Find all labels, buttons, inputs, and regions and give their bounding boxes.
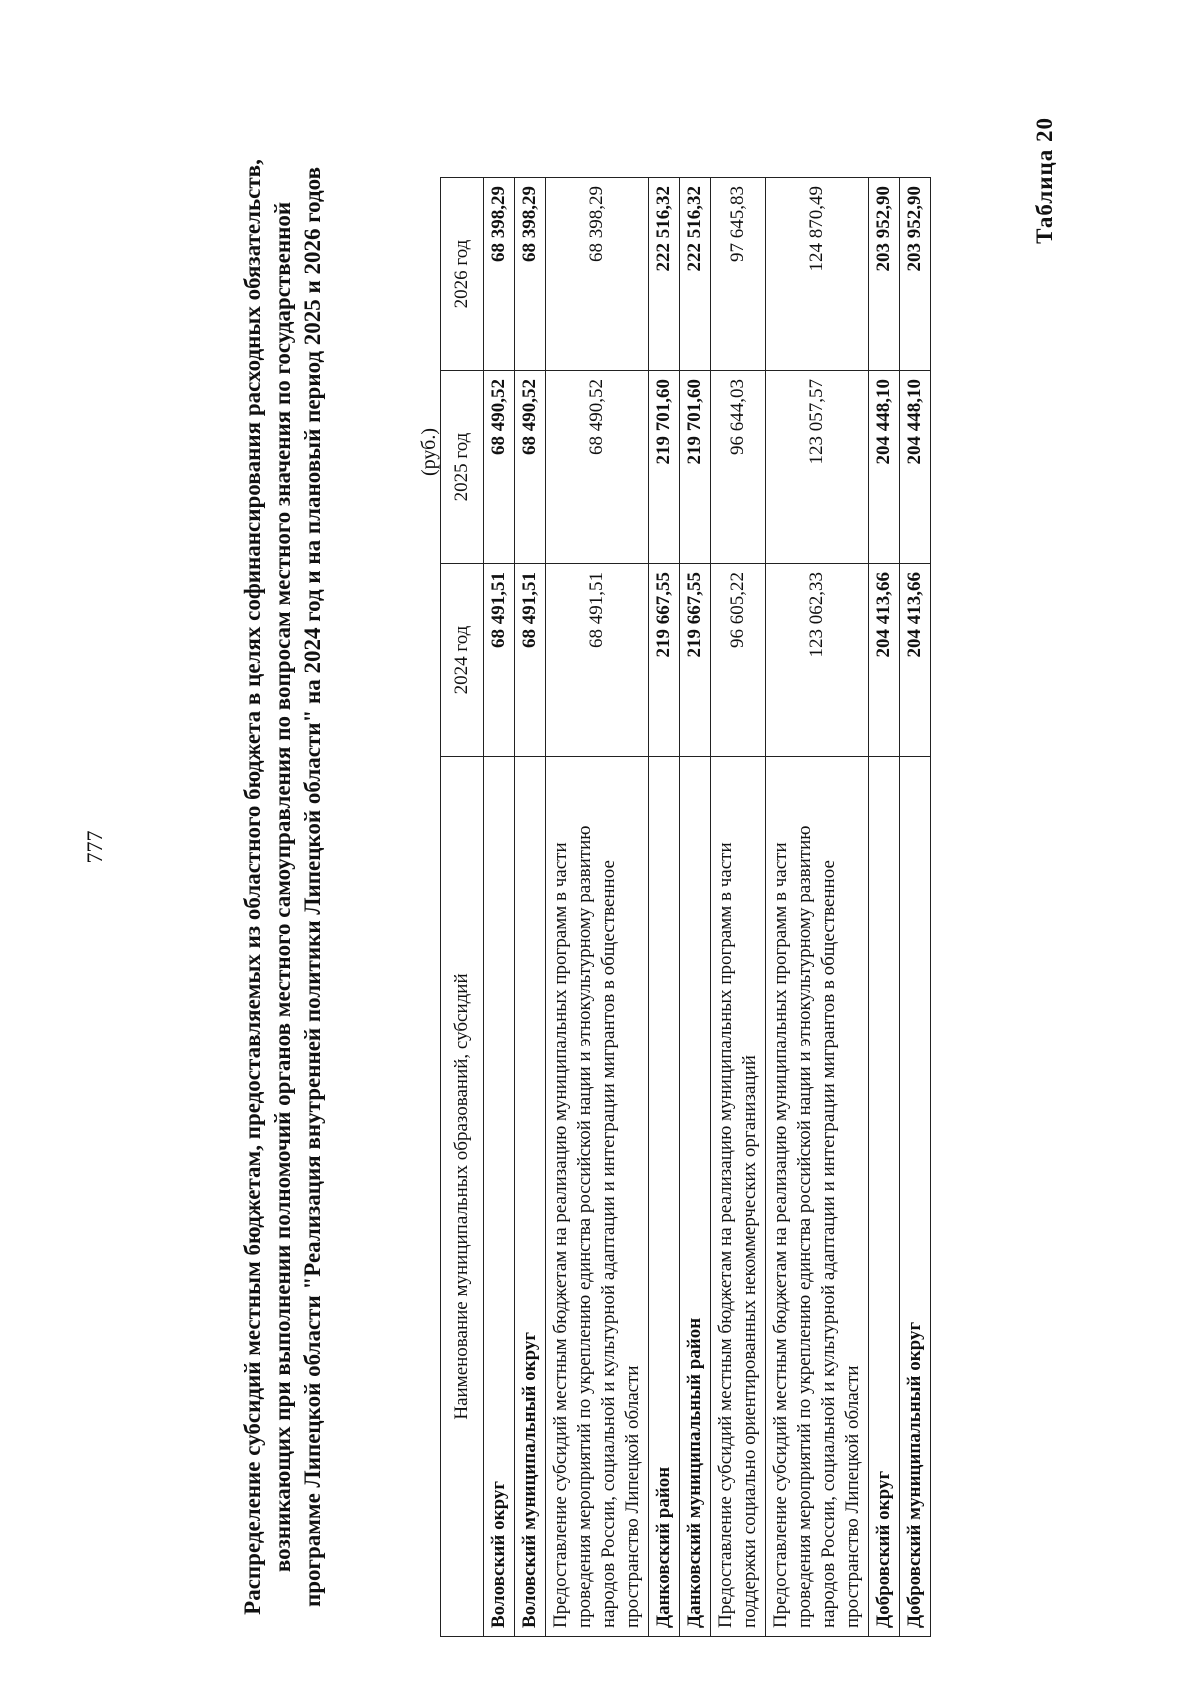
table-number: Таблица 20 <box>1032 117 1057 244</box>
row-value-2025: 204 448,10 <box>869 371 900 564</box>
row-value-2025: 219 701,60 <box>649 371 680 564</box>
row-value-2026: 222 516,32 <box>680 178 711 371</box>
row-value-2026: 222 516,32 <box>649 178 680 371</box>
row-value-2024: 219 667,55 <box>680 564 711 757</box>
table-row <box>546 178 649 1637</box>
row-value-2024: 204 413,66 <box>900 564 931 757</box>
table-row <box>766 178 869 1637</box>
row-value-2024: 68 491,51 <box>484 564 515 757</box>
row-value-2024: 204 413,66 <box>869 564 900 757</box>
header-2024: 2024 год <box>441 564 484 757</box>
row-name: Данковский район <box>649 757 680 1637</box>
header-2026: 2026 год <box>441 178 484 371</box>
row-name: Воловский округ <box>484 757 515 1637</box>
row-value-2025: 204 448,10 <box>900 371 931 564</box>
table-title: Распределение субсидий местным бюджетам, предоставляемых из областного бюджета в целях софинансирования расходных обязательств, возникающих при выполнении полномочий органов местного самоуправления по вопросам местного значения по государственной программе Липецкой области "Реализация внутренней политики Липецкой области" на 2024 год и на плановый период 2025 и 2026 годов <box>240 159 325 1615</box>
row-value-2026: 203 952,90 <box>900 178 931 371</box>
row-value-2025: 68 490,52 <box>515 371 546 564</box>
table-row <box>900 178 931 1637</box>
row-value-2025: 96 644,03 <box>711 371 766 564</box>
row-value-2026: 203 952,90 <box>869 178 900 371</box>
row-value-2024: 123 062,33 <box>766 564 869 757</box>
header-name: Наименование муниципальных образований, субсидий <box>441 757 484 1637</box>
table-row <box>515 178 546 1637</box>
row-name: Добровский округ <box>869 757 900 1637</box>
row-name: Воловский муниципальный округ <box>515 757 546 1637</box>
row-name: Предоставление субсидий местным бюджетам на реализацию муниципальных программ в части проведения мероприятий по укреплению единства российской нации и этнокультурному развитию народов России, социальной и культурной адаптации и интеграции мигрантов в общественное пространство Липецкой области <box>546 757 649 1637</box>
unit-label: (руб.) <box>418 428 440 476</box>
row-value-2025: 123 057,57 <box>766 371 869 564</box>
row-value-2024: 68 491,51 <box>546 564 649 757</box>
page-number: 777 <box>82 830 107 864</box>
row-value-2026: 97 645,83 <box>711 178 766 371</box>
row-value-2024: 219 667,55 <box>649 564 680 757</box>
row-name: Предоставление субсидий местным бюджетам на реализацию муниципальных программ в части проведения мероприятий по укреплению единства российской нации и этнокультурному развитию народов России, социальной и культурной адаптации и интеграции мигрантов в общественное пространство Липецкой области <box>766 757 869 1637</box>
row-value-2026: 68 398,29 <box>515 178 546 371</box>
row-value-2025: 219 701,60 <box>680 371 711 564</box>
row-value-2025: 68 490,52 <box>484 371 515 564</box>
row-name: Добровский муниципальный округ <box>900 757 931 1637</box>
table-row <box>649 178 680 1637</box>
row-name: Предоставление субсидий местным бюджетам на реализацию муниципальных программ в части поддержки социально ориентированных некоммерческих организаций <box>711 757 766 1637</box>
table-header-row <box>441 178 484 1637</box>
row-value-2026: 124 870,49 <box>766 178 869 371</box>
row-value-2026: 68 398,29 <box>546 178 649 371</box>
row-name: Данковский муниципальный район <box>680 757 711 1637</box>
table-row <box>484 178 515 1637</box>
row-value-2024: 68 491,51 <box>515 564 546 757</box>
row-value-2025: 68 490,52 <box>546 371 649 564</box>
row-value-2026: 68 398,29 <box>484 178 515 371</box>
table-row <box>869 178 900 1637</box>
header-2025: 2025 год <box>441 371 484 564</box>
row-value-2024: 96 605,22 <box>711 564 766 757</box>
subsidy-table <box>440 177 931 1637</box>
table-row <box>680 178 711 1637</box>
table-row <box>711 178 766 1637</box>
